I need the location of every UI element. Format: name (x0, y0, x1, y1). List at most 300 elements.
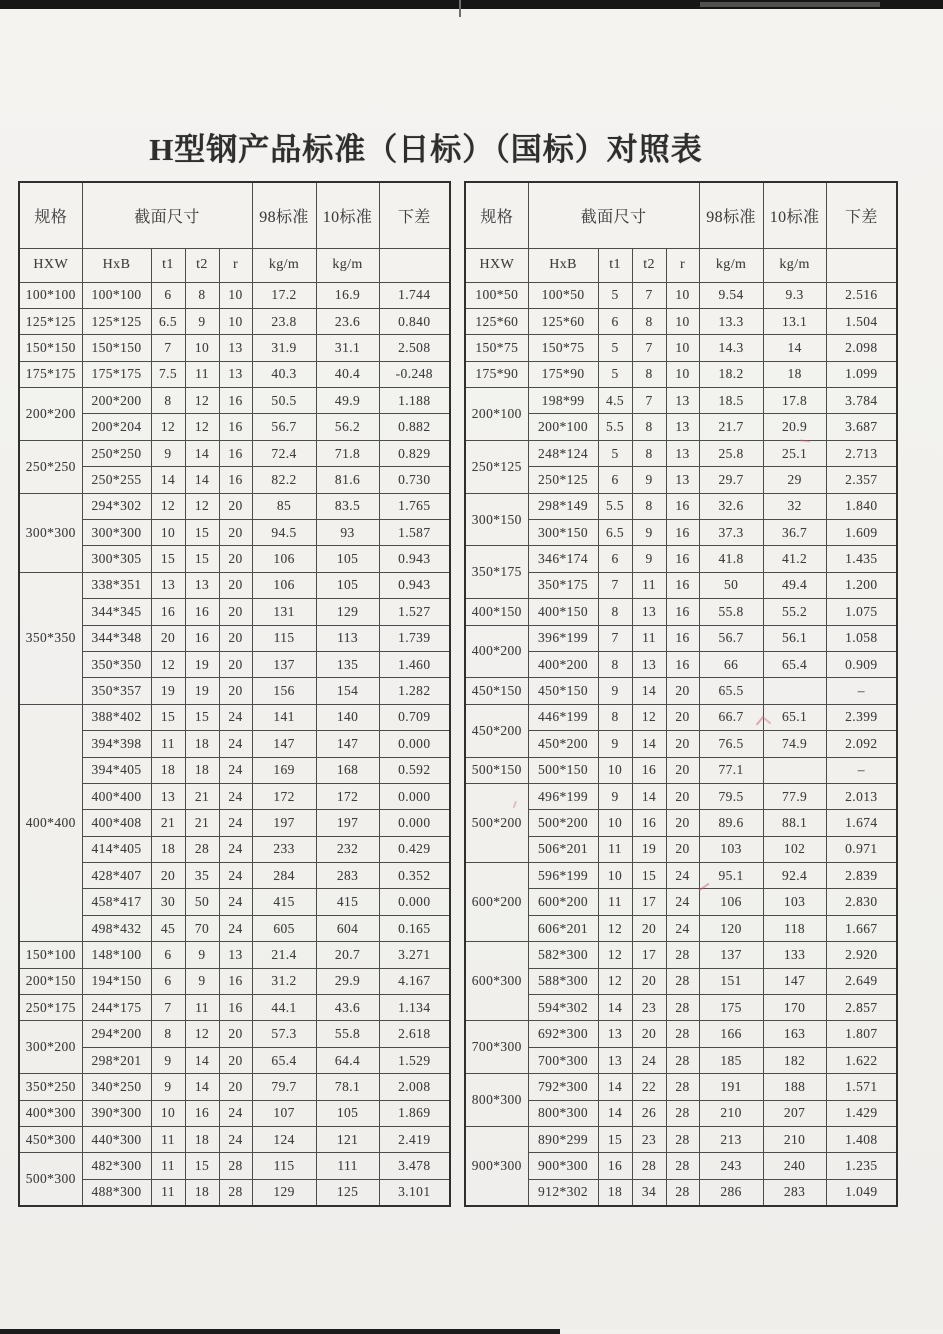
hxb-cell: 175*175 (82, 361, 151, 387)
spec-cell: 175*90 (465, 361, 528, 387)
table-row (465, 388, 897, 414)
kg10-cell: 232 (316, 836, 379, 862)
r-cell: 24 (219, 1127, 252, 1153)
r-cell: 10 (219, 308, 252, 334)
r-cell: 16 (219, 467, 252, 493)
deviation-cell: 0.829 (379, 440, 450, 466)
table-row (19, 1074, 450, 1100)
hxb-cell: 200*100 (528, 414, 598, 440)
table-row (465, 361, 897, 387)
hxb-cell: 194*150 (82, 968, 151, 994)
hxb-cell: 344*345 (82, 599, 151, 625)
table-row (465, 915, 897, 941)
spec-cell: 150*100 (19, 942, 82, 968)
kg98-cell: 286 (699, 1179, 763, 1205)
t1-cell: 13 (598, 1047, 632, 1073)
kg98-cell: 103 (699, 836, 763, 862)
kg98-cell: 17.2 (252, 282, 316, 308)
spec-cell: 500*300 (19, 1153, 82, 1206)
table-row (19, 704, 450, 730)
hxb-cell: 388*402 (82, 704, 151, 730)
spec-cell: 175*175 (19, 361, 82, 387)
kg10-cell: 121 (316, 1127, 379, 1153)
deviation-cell: 1.408 (826, 1127, 897, 1153)
r-cell: 24 (219, 783, 252, 809)
hxb-cell: 394*398 (82, 731, 151, 757)
r-cell: 24 (219, 915, 252, 941)
kg98-cell: 18.5 (699, 388, 763, 414)
t1-cell: 30 (151, 889, 185, 915)
t2-cell: 10 (185, 335, 219, 361)
t2-cell: 17 (632, 889, 666, 915)
r-cell: 28 (666, 995, 699, 1021)
header-row-2 (19, 248, 450, 282)
kg98-cell: 50 (699, 572, 763, 598)
kg98-cell: 131 (252, 599, 316, 625)
t1-cell: 9 (598, 678, 632, 704)
hxb-cell: 300*305 (82, 546, 151, 572)
deviation-cell: 0.165 (379, 915, 450, 941)
t1-cell: 20 (151, 863, 185, 889)
t2-cell: 16 (185, 625, 219, 651)
deviation-cell: 0.943 (379, 572, 450, 598)
kg98-cell: 29.7 (699, 467, 763, 493)
hxb-cell: 600*200 (528, 889, 598, 915)
table-row (465, 810, 897, 836)
kg10-cell: 71.8 (316, 440, 379, 466)
t1-cell: 20 (151, 625, 185, 651)
kg98-cell: 151 (699, 968, 763, 994)
header-t2: t2 (632, 248, 666, 282)
t2-cell: 12 (185, 1021, 219, 1047)
kg98-cell: 166 (699, 1021, 763, 1047)
table-row (465, 520, 897, 546)
t2-cell: 8 (632, 308, 666, 334)
kg10-cell: 240 (763, 1153, 826, 1179)
kg98-cell: 44.1 (252, 995, 316, 1021)
kg10-cell: 140 (316, 704, 379, 730)
table-row (465, 335, 897, 361)
deviation-cell: 1.460 (379, 651, 450, 677)
t2-cell: 14 (185, 1047, 219, 1073)
r-cell: 20 (666, 704, 699, 730)
header-std98: 98标准 (252, 182, 316, 248)
kg10-cell: 210 (763, 1127, 826, 1153)
r-cell: 16 (219, 414, 252, 440)
t1-cell: 16 (151, 599, 185, 625)
kg10-cell: 23.6 (316, 308, 379, 334)
table-row (465, 678, 897, 704)
kg98-cell: 66 (699, 651, 763, 677)
kg10-cell: 41.2 (763, 546, 826, 572)
hxb-cell: 300*150 (528, 520, 598, 546)
r-cell: 20 (219, 625, 252, 651)
deviation-cell: 0.709 (379, 704, 450, 730)
table-row (465, 1127, 897, 1153)
r-cell: 28 (219, 1153, 252, 1179)
table-row (19, 1100, 450, 1126)
table-row (465, 308, 897, 334)
kg98-cell: 65.5 (699, 678, 763, 704)
t1-cell: 6 (598, 467, 632, 493)
kg10-cell: 188 (763, 1074, 826, 1100)
r-cell: 20 (666, 757, 699, 783)
t1-cell: 6 (598, 308, 632, 334)
kg10-cell: 111 (316, 1153, 379, 1179)
tables-container (18, 181, 898, 1207)
hxb-cell: 588*300 (528, 968, 598, 994)
t2-cell: 12 (185, 493, 219, 519)
deviation-cell: 1.869 (379, 1100, 450, 1126)
hxb-cell: 428*407 (82, 863, 151, 889)
deviation-cell: 1.134 (379, 995, 450, 1021)
deviation-cell: 0.429 (379, 836, 450, 862)
t2-cell: 23 (632, 995, 666, 1021)
header-row-1 (465, 182, 897, 248)
hxb-cell: 294*302 (82, 493, 151, 519)
kg10-cell: 64.4 (316, 1047, 379, 1073)
r-cell: 16 (219, 388, 252, 414)
kg98-cell: 56.7 (252, 414, 316, 440)
kg98-cell: 243 (699, 1153, 763, 1179)
hxb-cell: 582*300 (528, 942, 598, 968)
hxb-cell: 496*199 (528, 783, 598, 809)
deviation-cell: 2.857 (826, 995, 897, 1021)
spec-cell: 100*100 (19, 282, 82, 308)
deviation-cell: 1.840 (826, 493, 897, 519)
deviation-cell: 0.971 (826, 836, 897, 862)
table-row (19, 915, 450, 941)
r-cell: 10 (666, 282, 699, 308)
hxb-cell: 450*200 (528, 731, 598, 757)
kg98-cell: 40.3 (252, 361, 316, 387)
deviation-cell: 1.075 (826, 599, 897, 625)
header-lower-deviation: 下差 (826, 182, 897, 248)
kg98-cell: 25.8 (699, 440, 763, 466)
spec-cell: 350*250 (19, 1074, 82, 1100)
hxb-cell: 792*300 (528, 1074, 598, 1100)
kg10-cell: 163 (763, 1021, 826, 1047)
hxb-cell: 250*255 (82, 467, 151, 493)
header-t1: t1 (151, 248, 185, 282)
t1-cell: 8 (598, 599, 632, 625)
hxb-cell: 594*302 (528, 995, 598, 1021)
t2-cell: 9 (632, 546, 666, 572)
kg98-cell: 31.2 (252, 968, 316, 994)
kg98-cell: 55.8 (699, 599, 763, 625)
kg98-cell: 210 (699, 1100, 763, 1126)
deviation-cell: 2.008 (379, 1074, 450, 1100)
t1-cell: 13 (151, 783, 185, 809)
spec-cell: 450*150 (465, 678, 528, 704)
deviation-cell: 2.399 (826, 704, 897, 730)
table-row (465, 1153, 897, 1179)
kg98-cell: 137 (699, 942, 763, 968)
r-cell: 20 (219, 520, 252, 546)
kg98-cell: 66.7 (699, 704, 763, 730)
t1-cell: 5 (598, 282, 632, 308)
kg10-cell: 105 (316, 572, 379, 598)
kg98-cell: 95.1 (699, 863, 763, 889)
t1-cell: 5 (598, 335, 632, 361)
t1-cell: 9 (151, 1047, 185, 1073)
r-cell: 28 (666, 1100, 699, 1126)
r-cell: 13 (666, 414, 699, 440)
kg10-cell: 74.9 (763, 731, 826, 757)
table-row (19, 546, 450, 572)
deviation-cell: 3.271 (379, 942, 450, 968)
table-row (19, 1021, 450, 1047)
t1-cell: 12 (151, 651, 185, 677)
deviation-cell: 1.435 (826, 546, 897, 572)
kg98-cell: 18.2 (699, 361, 763, 387)
kg98-cell: 31.9 (252, 335, 316, 361)
r-cell: 16 (666, 651, 699, 677)
spec-cell: 500*200 (465, 783, 528, 862)
spec-cell: 150*75 (465, 335, 528, 361)
table-row (465, 282, 897, 308)
kg98-cell: 191 (699, 1074, 763, 1100)
t1-cell: 7 (151, 335, 185, 361)
header-kg98: kg/m (252, 248, 316, 282)
r-cell: 20 (666, 836, 699, 862)
deviation-cell: 0.000 (379, 810, 450, 836)
r-cell: 13 (219, 335, 252, 361)
table-row (19, 942, 450, 968)
t2-cell: 9 (632, 467, 666, 493)
table-row (465, 889, 897, 915)
kg98-cell: 141 (252, 704, 316, 730)
deviation-cell: 1.587 (379, 520, 450, 546)
t2-cell: 15 (185, 520, 219, 546)
t1-cell: 13 (598, 1021, 632, 1047)
t2-cell: 15 (185, 546, 219, 572)
r-cell: 13 (666, 467, 699, 493)
kg98-cell: 137 (252, 651, 316, 677)
kg10-cell: 283 (316, 863, 379, 889)
table-row (19, 651, 450, 677)
kg10-cell: 36.7 (763, 520, 826, 546)
kg10-cell: 20.9 (763, 414, 826, 440)
hxb-cell: 400*150 (528, 599, 598, 625)
t1-cell: 8 (598, 651, 632, 677)
hxb-cell: 390*300 (82, 1100, 151, 1126)
r-cell: 24 (219, 704, 252, 730)
t1-cell: 9 (151, 440, 185, 466)
hxb-cell: 500*200 (528, 810, 598, 836)
t2-cell: 18 (185, 757, 219, 783)
t2-cell: 8 (632, 414, 666, 440)
deviation-cell: 2.830 (826, 889, 897, 915)
deviation-cell: – (826, 757, 897, 783)
kg98-cell: 233 (252, 836, 316, 862)
r-cell: 10 (666, 361, 699, 387)
t2-cell: 17 (632, 942, 666, 968)
t2-cell: 12 (185, 388, 219, 414)
hxb-cell: 394*405 (82, 757, 151, 783)
table-row (465, 651, 897, 677)
kg10-cell: 77.9 (763, 783, 826, 809)
r-cell: 28 (666, 1047, 699, 1073)
kg10-cell: 81.6 (316, 467, 379, 493)
hxb-cell: 150*75 (528, 335, 598, 361)
kg10-cell: 415 (316, 889, 379, 915)
kg10-cell: 83.5 (316, 493, 379, 519)
t2-cell: 70 (185, 915, 219, 941)
t2-cell: 8 (632, 440, 666, 466)
deviation-cell: 0.000 (379, 889, 450, 915)
r-cell: 16 (219, 995, 252, 1021)
t2-cell: 12 (185, 414, 219, 440)
r-cell: 28 (666, 1153, 699, 1179)
spec-cell: 600*300 (465, 942, 528, 1021)
t1-cell: 5 (598, 361, 632, 387)
kg98-cell: 415 (252, 889, 316, 915)
t2-cell: 22 (632, 1074, 666, 1100)
t2-cell: 9 (185, 942, 219, 968)
kg98-cell: 605 (252, 915, 316, 941)
kg98-cell: 21.7 (699, 414, 763, 440)
table-row (19, 1179, 450, 1205)
t1-cell: 9 (151, 1074, 185, 1100)
table-row (19, 863, 450, 889)
r-cell: 20 (219, 493, 252, 519)
r-cell: 24 (219, 1100, 252, 1126)
hxb-cell: 488*300 (82, 1179, 151, 1205)
t1-cell: 11 (151, 1127, 185, 1153)
kg10-cell: 182 (763, 1047, 826, 1073)
spec-cell: 600*200 (465, 863, 528, 942)
table-row (465, 783, 897, 809)
hxb-cell: 350*175 (528, 572, 598, 598)
table-row (19, 678, 450, 704)
spec-cell: 800*300 (465, 1074, 528, 1127)
t1-cell: 12 (598, 942, 632, 968)
spec-cell: 100*50 (465, 282, 528, 308)
t1-cell: 6 (598, 546, 632, 572)
r-cell: 13 (666, 440, 699, 466)
deviation-cell: 3.101 (379, 1179, 450, 1205)
deviation-cell: 2.098 (826, 335, 897, 361)
deviation-cell: 3.784 (826, 388, 897, 414)
table-row (19, 414, 450, 440)
deviation-cell: 2.920 (826, 942, 897, 968)
hxb-cell: 298*201 (82, 1047, 151, 1073)
kg98-cell: 106 (699, 889, 763, 915)
kg10-cell: 172 (316, 783, 379, 809)
page-title: H型钢产品标准（日标）（国标）对照表 (149, 132, 703, 167)
kg98-cell: 23.8 (252, 308, 316, 334)
r-cell: 28 (666, 942, 699, 968)
t2-cell: 14 (632, 731, 666, 757)
table-row (19, 520, 450, 546)
kg10-cell: 154 (316, 678, 379, 704)
t1-cell: 5 (598, 440, 632, 466)
hxb-cell: 350*357 (82, 678, 151, 704)
header-std98: 98标准 (699, 182, 763, 248)
t2-cell: 19 (632, 836, 666, 862)
deviation-cell: 2.419 (379, 1127, 450, 1153)
table-row (465, 1100, 897, 1126)
spec-cell: 125*60 (465, 308, 528, 334)
kg10-cell: 78.1 (316, 1074, 379, 1100)
deviation-cell: 2.013 (826, 783, 897, 809)
kg10-cell: 147 (763, 968, 826, 994)
header-deviation-unit (826, 248, 897, 282)
hxb-cell: 606*201 (528, 915, 598, 941)
kg10-cell: 18 (763, 361, 826, 387)
kg98-cell: 76.5 (699, 731, 763, 757)
t2-cell: 28 (632, 1153, 666, 1179)
kg10-cell: 170 (763, 995, 826, 1021)
spec-cell: 250*175 (19, 995, 82, 1021)
table-row (465, 572, 897, 598)
hxb-cell: 148*100 (82, 942, 151, 968)
spec-cell: 700*300 (465, 1021, 528, 1074)
header-hxb: HxB (82, 248, 151, 282)
kg10-cell: 49.9 (316, 388, 379, 414)
hxb-cell: 100*100 (82, 282, 151, 308)
kg10-cell (763, 678, 826, 704)
r-cell: 28 (666, 1021, 699, 1047)
table-row (465, 546, 897, 572)
r-cell: 20 (219, 1074, 252, 1100)
t2-cell: 21 (185, 783, 219, 809)
deviation-cell: 3.687 (826, 414, 897, 440)
t1-cell: 14 (598, 1074, 632, 1100)
kg10-cell: 13.1 (763, 308, 826, 334)
r-cell: 20 (219, 651, 252, 677)
header-kg10: kg/m (763, 248, 826, 282)
kg98-cell: 56.7 (699, 625, 763, 651)
kg10-cell: 283 (763, 1179, 826, 1205)
r-cell: 28 (666, 1074, 699, 1100)
kg98-cell: 41.8 (699, 546, 763, 572)
table-row (19, 493, 450, 519)
deviation-cell: 1.622 (826, 1047, 897, 1073)
r-cell: 10 (666, 308, 699, 334)
t2-cell: 13 (185, 572, 219, 598)
kg10-cell: 20.7 (316, 942, 379, 968)
kg10-cell: 56.2 (316, 414, 379, 440)
table-row (19, 440, 450, 466)
header-t2: t2 (185, 248, 219, 282)
t2-cell: 20 (632, 968, 666, 994)
table-row (19, 361, 450, 387)
t2-cell: 26 (632, 1100, 666, 1126)
hxb-cell: 250*250 (82, 440, 151, 466)
table-row (19, 1127, 450, 1153)
kg10-cell: 43.6 (316, 995, 379, 1021)
kg98-cell: 72.4 (252, 440, 316, 466)
hxb-cell: 350*350 (82, 651, 151, 677)
kg10-cell: 103 (763, 889, 826, 915)
spec-cell: 300*300 (19, 493, 82, 572)
hxb-cell: 400*200 (528, 651, 598, 677)
hxb-cell: 450*150 (528, 678, 598, 704)
table-row (465, 995, 897, 1021)
kg10-cell: 55.8 (316, 1021, 379, 1047)
table-row (465, 493, 897, 519)
deviation-cell: – (826, 678, 897, 704)
header-r: r (666, 248, 699, 282)
t1-cell: 5.5 (598, 493, 632, 519)
hxb-cell: 298*149 (528, 493, 598, 519)
table-row (465, 1047, 897, 1073)
deviation-cell: 1.058 (826, 625, 897, 651)
spec-cell: 250*125 (465, 440, 528, 493)
kg98-cell: 120 (699, 915, 763, 941)
